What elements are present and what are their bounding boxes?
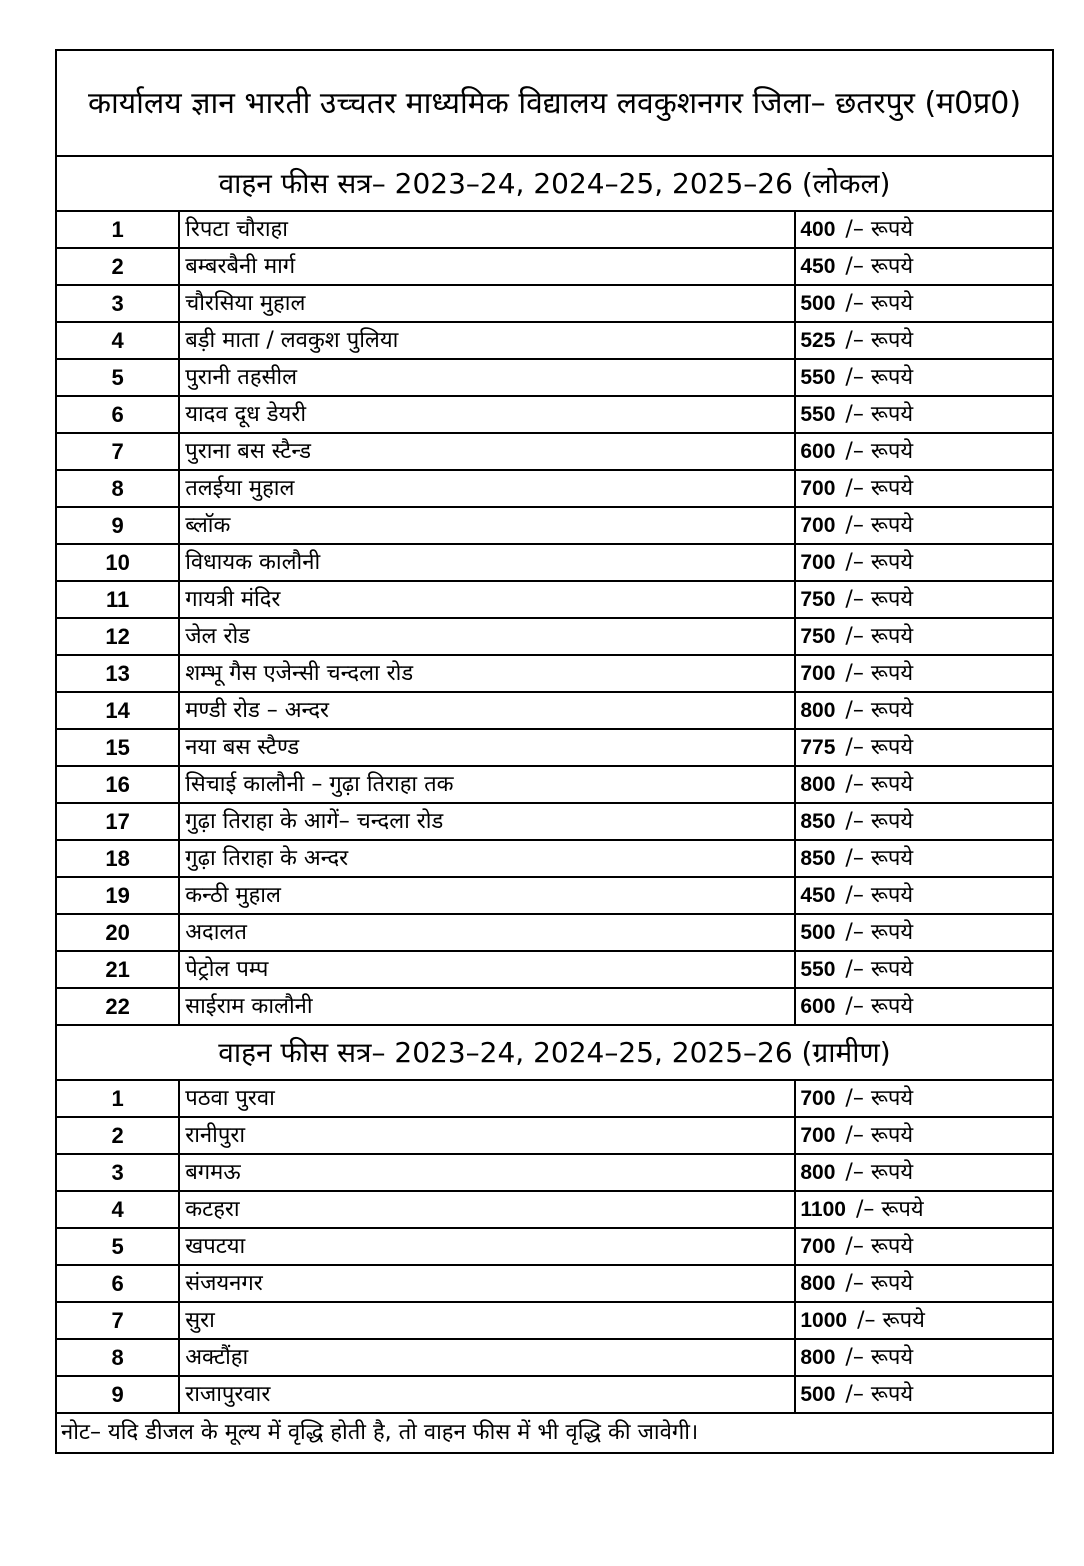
currency-suffix: /– रूपये [845,883,914,908]
fee-amount: 1000 [800,1309,848,1332]
table-row [56,359,1053,396]
place-name: शम्भू गैस एजेन्सी चन्दला रोड [179,655,795,692]
table-row [56,211,1053,248]
currency-suffix: /– रूपये [845,513,914,538]
place-name: अक्टौंहा [179,1339,795,1376]
place-name: साईराम कालौनी [179,988,795,1025]
place-name: कटहरा [179,1191,795,1228]
place-name: पेट्रोल पम्प [179,951,795,988]
fee-amount: 700 [800,551,836,574]
serial-number: 1 [56,211,179,248]
currency-suffix: /– रूपये [845,957,914,982]
fee-amount: 700 [800,1235,836,1258]
currency-suffix: /– रूपये [845,772,914,797]
fee-cell [795,248,1053,285]
serial-number: 19 [56,877,179,914]
office-title-row [56,50,1053,156]
currency-suffix: /– रूपये [845,1234,914,1259]
place-name: मण्डी रोड – अन्दर [179,692,795,729]
currency-suffix: /– रूपये [845,624,914,649]
fee-amount: 550 [800,366,836,389]
serial-number: 7 [56,433,179,470]
currency-suffix: /– रूपये [845,1382,914,1407]
table-row [56,877,1053,914]
currency-suffix: /– रूपये [845,254,914,279]
fee-amount: 500 [800,1383,836,1406]
fee-amount: 750 [800,588,836,611]
place-name: कन्ठी मुहाल [179,877,795,914]
fee-cell [795,618,1053,655]
place-name: पुरानी तहसील [179,359,795,396]
table-row [56,766,1053,803]
place-name: नया बस स्टैण्ड [179,729,795,766]
place-name: बम्बरबैनी मार्ग [179,248,795,285]
table-row [56,803,1053,840]
serial-number: 4 [56,1191,179,1228]
serial-number: 5 [56,1228,179,1265]
fee-cell [795,1302,1053,1339]
fee-cell [795,914,1053,951]
fee-amount: 450 [800,884,836,907]
fee-amount: 525 [800,329,836,352]
place-name: सिचाई कालौनी – गुढ़ा तिराहा तक [179,766,795,803]
currency-suffix: /– रूपये [845,587,914,612]
fee-cell [795,1117,1053,1154]
section-title-row [56,1025,1053,1080]
place-name: बगमऊ [179,1154,795,1191]
serial-number: 16 [56,766,179,803]
table-row [56,1080,1053,1117]
place-name: सुरा [179,1302,795,1339]
fee-amount: 775 [800,736,836,759]
table-row [56,1265,1053,1302]
currency-suffix: /– रूपये [845,328,914,353]
place-name: विधायक कालौनी [179,544,795,581]
table-row [56,1302,1053,1339]
fee-cell [795,1376,1053,1413]
fee-cell [795,433,1053,470]
fee-amount: 750 [800,625,836,648]
office-title: कार्यालय ज्ञान भारती उच्चतर माध्यमिक विद्यालय लवकुशनगर जिला– छतरपुर (म0प्र0) [56,50,1053,156]
serial-number: 15 [56,729,179,766]
place-name: अदालत [179,914,795,951]
currency-suffix: /– रूपये [845,809,914,834]
place-name: पठवा पुरवा [179,1080,795,1117]
place-name: चौरसिया मुहाल [179,285,795,322]
table-row [56,581,1053,618]
place-name: पुराना बस स्टैन्ड [179,433,795,470]
currency-suffix: /– रूपये [845,661,914,686]
fee-cell [795,803,1053,840]
table-row [56,729,1053,766]
fee-amount: 800 [800,1346,836,1369]
currency-suffix: /– रूपये [845,402,914,427]
serial-number: 8 [56,1339,179,1376]
serial-number: 10 [56,544,179,581]
currency-suffix: /– रूपये [845,1160,914,1185]
serial-number: 3 [56,285,179,322]
serial-number: 21 [56,951,179,988]
serial-number: 22 [56,988,179,1025]
currency-suffix: /– रूपये [845,1345,914,1370]
fee-cell [795,581,1053,618]
serial-number: 11 [56,581,179,618]
serial-number: 1 [56,1080,179,1117]
fee-amount: 800 [800,773,836,796]
table-row [56,988,1053,1025]
table-row [56,507,1053,544]
serial-number: 18 [56,840,179,877]
fee-cell [795,396,1053,433]
place-name: गुढ़ा तिराहा के आगें– चन्दला रोड [179,803,795,840]
currency-suffix: /– रूपये [855,1197,924,1222]
note-row [56,1413,1053,1453]
section-title-rural: वाहन फीस सत्र– 2023–24, 2024–25, 2025–26 (ग्रामीण) [56,1025,1053,1080]
currency-suffix: /– रूपये [845,698,914,723]
table-row [56,618,1053,655]
currency-suffix: /– रूपये [845,439,914,464]
fee-cell [795,322,1053,359]
fee-cell [795,766,1053,803]
serial-number: 6 [56,396,179,433]
table-row [56,1154,1053,1191]
fee-amount: 850 [800,847,836,870]
fee-cell [795,544,1053,581]
serial-number: 17 [56,803,179,840]
fee-cell [795,470,1053,507]
fee-table [55,49,1054,1454]
place-name: यादव दूध डेयरी [179,396,795,433]
fee-amount: 600 [800,440,836,463]
currency-suffix: /– रूपये [845,1271,914,1296]
place-name: रिपटा चौराहा [179,211,795,248]
currency-suffix: /– रूपये [845,1123,914,1148]
fee-cell [795,729,1053,766]
table-row [56,655,1053,692]
serial-number: 20 [56,914,179,951]
serial-number: 7 [56,1302,179,1339]
fee-amount: 800 [800,1272,836,1295]
table-row [56,1191,1053,1228]
place-name: संजयनगर [179,1265,795,1302]
fee-cell [795,285,1053,322]
currency-suffix: /– रूपये [845,920,914,945]
fee-cell [795,840,1053,877]
fee-cell [795,359,1053,396]
currency-suffix: /– रूपये [845,550,914,575]
serial-number: 2 [56,1117,179,1154]
place-name: खपटया [179,1228,795,1265]
currency-suffix: /– रूपये [845,735,914,760]
fee-amount: 550 [800,958,836,981]
place-name: गुढ़ा तिराहा के अन्दर [179,840,795,877]
table-row [56,248,1053,285]
fee-amount: 450 [800,255,836,278]
fee-amount: 800 [800,1161,836,1184]
serial-number: 12 [56,618,179,655]
serial-number: 6 [56,1265,179,1302]
table-row [56,470,1053,507]
currency-suffix: /– रूपये [845,291,914,316]
fee-amount: 1100 [800,1198,846,1221]
fee-amount: 500 [800,921,836,944]
fee-cell [795,655,1053,692]
fee-document [55,49,1054,1454]
place-name: जेल रोड [179,618,795,655]
serial-number: 9 [56,507,179,544]
currency-suffix: /– रूपये [845,846,914,871]
place-name: राजापुरवार [179,1376,795,1413]
serial-number: 4 [56,322,179,359]
section-title-local: वाहन फीस सत्र– 2023–24, 2024–25, 2025–26 (लोकल) [56,156,1053,211]
fee-amount: 700 [800,662,836,685]
fee-amount: 700 [800,1087,836,1110]
table-row [56,692,1053,729]
place-name: गायत्री मंदिर [179,581,795,618]
fee-cell [795,988,1053,1025]
place-name: तलईया मुहाल [179,470,795,507]
fee-cell [795,1228,1053,1265]
place-name: बड़ी माता / लवकुश पुलिया [179,322,795,359]
fee-amount: 700 [800,1124,836,1147]
fee-cell [795,211,1053,248]
table-row [56,1339,1053,1376]
serial-number: 8 [56,470,179,507]
place-name: ब्लॉक [179,507,795,544]
fee-cell [795,1265,1053,1302]
fee-amount: 500 [800,292,836,315]
serial-number: 13 [56,655,179,692]
serial-number: 2 [56,248,179,285]
section-title-row [56,156,1053,211]
fee-amount: 700 [800,477,836,500]
table-row [56,544,1053,581]
fee-cell [795,507,1053,544]
fee-amount: 600 [800,995,836,1018]
fee-amount: 550 [800,403,836,426]
currency-suffix: /– रूपये [845,994,914,1019]
fee-amount: 850 [800,810,836,833]
fee-amount: 400 [800,218,836,241]
fee-cell [795,877,1053,914]
table-row [56,1117,1053,1154]
serial-number: 9 [56,1376,179,1413]
table-row [56,951,1053,988]
fee-amount: 800 [800,699,836,722]
table-row [56,840,1053,877]
currency-suffix: /– रूपये [845,1086,914,1111]
table-row [56,1376,1053,1413]
table-row [56,914,1053,951]
place-name: रानीपुरा [179,1117,795,1154]
note-text: नोट– यदि डीजल के मूल्य में वृद्धि होती है, तो वाहन फीस में भी वृद्धि की जावेगी। [56,1413,1053,1453]
table-row [56,285,1053,322]
table-row [56,396,1053,433]
table-row [56,322,1053,359]
serial-number: 14 [56,692,179,729]
table-row [56,1228,1053,1265]
fee-cell [795,951,1053,988]
currency-suffix: /– रूपये [845,365,914,390]
fee-cell [795,1154,1053,1191]
currency-suffix: /– रूपये [845,476,914,501]
fee-cell [795,1339,1053,1376]
currency-suffix: /– रूपये [845,217,914,242]
fee-cell [795,1191,1053,1228]
fee-cell [795,692,1053,729]
fee-cell [795,1080,1053,1117]
table-row [56,433,1053,470]
fee-amount: 700 [800,514,836,537]
currency-suffix: /– रूपये [857,1308,925,1333]
serial-number: 5 [56,359,179,396]
serial-number: 3 [56,1154,179,1191]
